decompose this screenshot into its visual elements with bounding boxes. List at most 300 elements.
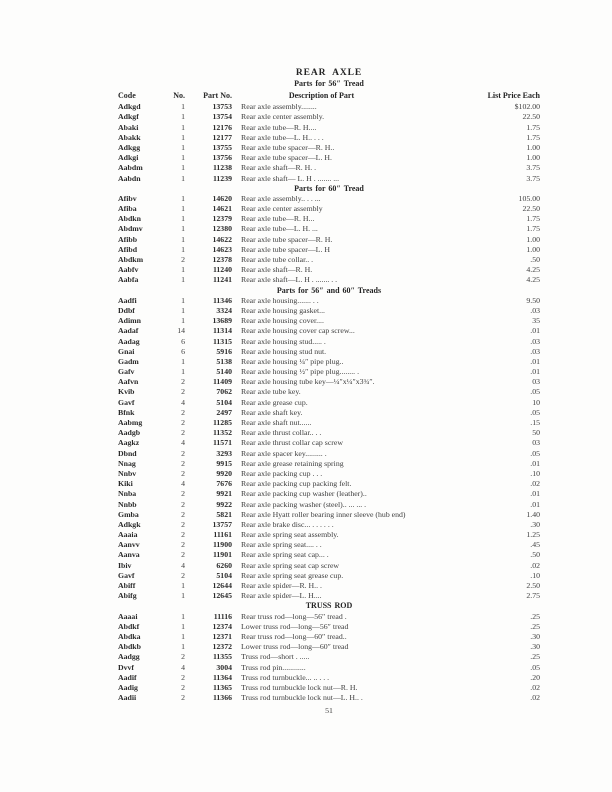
part-quantity: 2 xyxy=(181,682,185,692)
part-number: 5138 xyxy=(216,356,232,366)
part-code: Adkgf xyxy=(118,112,139,122)
part-description: Rear axle thrust collar.. . . xyxy=(241,428,322,438)
part-price: 2.50 xyxy=(526,581,540,590)
part-quantity: 1 xyxy=(181,132,185,142)
part-code: Kvib xyxy=(118,387,135,397)
part-number: 12378 xyxy=(212,255,232,264)
part-code: Aadfi xyxy=(118,295,137,305)
part-description: Rear axle center assembly. xyxy=(241,112,325,122)
part-quantity: 1 xyxy=(181,275,185,285)
part-quantity: 4 xyxy=(181,662,185,672)
part-quantity: 1 xyxy=(181,224,185,234)
part-description: Truss rod turnbuckle... .. . . . xyxy=(241,672,330,682)
part-description: Rear axle shaft— L. H . ....... ... xyxy=(241,173,340,183)
part-number: 12380 xyxy=(212,224,232,234)
part-code: Adimn xyxy=(118,316,141,326)
part-code: Adkgg xyxy=(118,142,141,152)
part-price: 1.75 xyxy=(526,214,540,224)
part-quantity: 2 xyxy=(181,448,185,458)
part-number: 2497 xyxy=(216,407,232,417)
part-description: Rear axle center assembly xyxy=(241,204,323,214)
part-number: 14622 xyxy=(212,234,232,244)
part-description: Rear axle tube—R. H.... xyxy=(241,122,317,132)
part-description: Rear axle packing cup . . . xyxy=(241,468,323,478)
part-description: Rear truss rod—long—60″ tread.. xyxy=(241,631,347,641)
part-quantity: 1 xyxy=(181,591,185,601)
part-description: Rear axle shaft—R. H. xyxy=(241,265,313,275)
part-price: 1.75 xyxy=(526,122,540,132)
part-price: .03 xyxy=(530,346,540,356)
parts-table xyxy=(118,79,540,703)
part-price: .25 xyxy=(530,611,540,621)
part-number: 11366 xyxy=(212,693,232,703)
part-price: .30 xyxy=(530,642,540,652)
part-number: 13756 xyxy=(212,153,232,163)
part-description: Rear axle assembly........ xyxy=(241,102,317,112)
part-code: Abdkn xyxy=(118,214,141,224)
part-code: Gafv xyxy=(118,367,135,377)
part-price: 1.40 xyxy=(526,509,540,519)
part-row xyxy=(118,479,540,489)
part-row xyxy=(118,673,540,683)
part-price: .25 xyxy=(530,621,540,631)
part-quantity: 1 xyxy=(181,204,185,214)
part-description: Rear axle tube key. xyxy=(241,387,301,397)
part-price: .01 xyxy=(530,458,540,468)
part-number: 3293 xyxy=(216,448,232,458)
part-number: 12371 xyxy=(212,631,232,641)
part-description: Rear axle tube—L. H.. . . . xyxy=(241,132,324,142)
part-description: Lower truss rod—long—56″ tread xyxy=(241,621,349,631)
part-price: 9.50 xyxy=(526,295,540,305)
part-price: .02 xyxy=(530,682,540,692)
part-price: .02 xyxy=(530,693,540,703)
part-price: 1.00 xyxy=(526,153,540,163)
part-quantity: 2 xyxy=(181,499,185,509)
part-description: Rear axle spring seat cap screw xyxy=(241,560,340,570)
part-quantity: 2 xyxy=(181,377,185,387)
part-code: Afibv xyxy=(118,193,137,203)
part-row xyxy=(118,316,540,326)
part-number: 11241 xyxy=(212,275,232,285)
part-price: 03 xyxy=(532,377,540,387)
part-number: 11346 xyxy=(212,295,232,305)
part-description: Rear axle housing gasket... xyxy=(241,305,326,315)
part-number: 7676 xyxy=(216,479,232,489)
part-code: Aadig xyxy=(118,682,138,692)
part-description: Rear axle housing tube key—¼″x¼″x3¾″. xyxy=(241,377,375,387)
part-quantity: 1 xyxy=(181,163,185,173)
part-number: 11409 xyxy=(212,377,232,387)
part-quantity: 1 xyxy=(181,642,185,652)
part-number: 12379 xyxy=(212,214,232,224)
part-description: Rear axle packing washer (steel).. ... ... . xyxy=(241,499,367,509)
part-code: Aadgb xyxy=(118,428,141,438)
part-description: Rear truss rod—long—56″ tread . xyxy=(241,611,347,621)
part-quantity: 2 xyxy=(181,428,185,438)
page-title: REAR AXLE xyxy=(295,68,363,78)
part-quantity: 2 xyxy=(181,509,185,519)
part-code: Nnag xyxy=(118,458,136,468)
part-code: Nnbb xyxy=(118,499,137,509)
part-description: Rear axle spring seat grease cup. xyxy=(241,570,344,580)
part-code: Adkgk xyxy=(118,519,141,529)
part-number: 11116 xyxy=(213,611,232,621)
section-heading: Parts for 56″ and 60″ Treads xyxy=(276,285,382,295)
part-row xyxy=(118,174,540,184)
part-price: 1.25 xyxy=(526,530,540,540)
part-code: Abdkf xyxy=(118,621,140,631)
part-row xyxy=(118,652,540,662)
part-quantity: 2 xyxy=(181,540,185,550)
part-row xyxy=(118,102,540,112)
part-code: Afibd xyxy=(118,244,138,254)
part-quantity: 1 xyxy=(181,153,185,163)
part-code: Gavf xyxy=(118,397,135,407)
part-quantity: 1 xyxy=(181,295,185,305)
part-row xyxy=(118,377,540,387)
part-price: 1.75 xyxy=(526,224,540,234)
part-number: 6260 xyxy=(216,560,232,570)
part-number: 11240 xyxy=(212,265,232,275)
part-row xyxy=(118,398,540,408)
part-row xyxy=(118,489,540,499)
part-number: 9920 xyxy=(216,468,232,478)
part-code: Adkgd xyxy=(118,102,141,112)
part-quantity: 1 xyxy=(181,142,185,152)
part-description: Rear axle housing cover.... xyxy=(241,316,324,326)
part-row xyxy=(118,245,540,255)
part-price: .01 xyxy=(530,326,540,336)
part-row xyxy=(118,143,540,153)
part-number: 9915 xyxy=(216,458,232,468)
part-row xyxy=(118,550,540,560)
part-price: 1.00 xyxy=(526,244,540,254)
part-price: .05 xyxy=(530,387,540,397)
part-quantity: 2 xyxy=(181,530,185,540)
part-number: 5140 xyxy=(216,367,232,377)
part-description: Rear axle housing ½″ pipe plug........ . xyxy=(241,367,360,377)
part-description: Rear axle housing....... . . xyxy=(241,295,319,305)
part-description: Rear axle shaft key. xyxy=(241,407,303,417)
part-row xyxy=(118,367,540,377)
part-row xyxy=(118,591,540,601)
part-description: Rear axle spring seat assembly. xyxy=(241,530,339,540)
part-code: Aadif xyxy=(118,672,137,682)
part-row xyxy=(118,224,540,234)
part-row xyxy=(118,428,540,438)
part-quantity: 1 xyxy=(181,316,185,326)
part-quantity: 2 xyxy=(181,489,185,499)
part-price: 50 xyxy=(532,428,540,438)
part-code: Dbnd xyxy=(118,448,137,458)
col-header-code: Code xyxy=(118,91,136,101)
part-code: Ibiv xyxy=(118,560,132,570)
part-row xyxy=(118,418,540,428)
part-price: .01 xyxy=(530,489,540,499)
part-code: Abakk xyxy=(118,132,141,142)
part-code: Aabdn xyxy=(118,173,141,183)
part-price: 10 xyxy=(532,397,540,407)
part-description: Rear axle spring seat cap... . xyxy=(241,550,329,560)
part-quantity: 1 xyxy=(181,356,185,366)
part-price: .01 xyxy=(530,356,540,366)
part-quantity: 2 xyxy=(181,693,185,703)
part-price: .03 xyxy=(530,336,540,346)
part-number: 13755 xyxy=(212,142,232,152)
part-quantity: 2 xyxy=(181,550,185,560)
part-row xyxy=(118,571,540,581)
part-description: Truss rod pin............ xyxy=(241,662,306,672)
part-quantity: 4 xyxy=(181,397,185,407)
part-description: Rear axle tube collar.. . xyxy=(241,255,314,264)
part-row xyxy=(118,693,540,703)
part-number: 13754 xyxy=(212,112,232,122)
part-description: Rear axle spider—L. H.... xyxy=(241,591,322,601)
part-quantity: 6 xyxy=(181,346,185,356)
part-quantity: 1 xyxy=(181,581,185,590)
part-price: 1.00 xyxy=(526,142,540,152)
part-row xyxy=(118,612,540,622)
part-code: Bfnk xyxy=(118,407,135,417)
part-code: Gnai xyxy=(118,346,135,356)
part-description: Truss rod turnbuckle lock nut—R. H. xyxy=(241,682,358,692)
part-code: Aabfv xyxy=(118,265,139,275)
parts-table-container xyxy=(118,68,540,703)
part-code: Abifg xyxy=(118,591,137,601)
part-number: 5104 xyxy=(216,397,232,407)
part-description: Rear axle tube spacer—L. H. xyxy=(241,153,332,163)
part-description: Rear axle housing cover cap screw... xyxy=(241,326,355,336)
part-code: Aaaai xyxy=(118,611,138,621)
part-price: .15 xyxy=(530,418,540,427)
part-quantity: 1 xyxy=(181,214,185,224)
part-description: Rear axle shaft nut...... xyxy=(241,418,312,427)
col-header-part-no: Part No. xyxy=(203,91,232,101)
part-price: 3.75 xyxy=(526,173,540,183)
part-price: .02 xyxy=(530,560,540,570)
part-quantity: 1 xyxy=(181,244,185,254)
part-row xyxy=(118,500,540,510)
part-description: Rear axle housing stud..... . xyxy=(241,336,326,346)
part-number: 11161 xyxy=(213,530,232,540)
part-number: 11355 xyxy=(212,652,232,662)
part-price: .05 xyxy=(530,448,540,458)
part-row xyxy=(118,265,540,275)
part-row xyxy=(118,459,540,469)
part-description: Rear axle spring seat.... . . xyxy=(241,540,322,550)
part-price: .50 xyxy=(530,550,540,560)
part-price: 03 xyxy=(532,438,540,448)
part-row xyxy=(118,520,540,530)
page-number: 51 xyxy=(325,706,333,715)
part-row xyxy=(118,296,540,306)
part-description: Rear axle housing stud nut. xyxy=(241,346,327,356)
part-number: 14621 xyxy=(212,204,232,214)
part-code: Aadii xyxy=(118,693,137,703)
part-price: .20 xyxy=(530,672,540,682)
part-number: 9921 xyxy=(216,489,232,499)
part-quantity: 2 xyxy=(181,387,185,397)
part-row xyxy=(118,357,540,367)
part-description: Rear axle tube spacer—R. H.. xyxy=(241,142,335,152)
section-heading: Parts for 56″ Tread xyxy=(294,79,364,88)
part-price: .45 xyxy=(530,540,540,550)
part-row xyxy=(118,449,540,459)
part-code: Aanvv xyxy=(118,540,140,550)
part-description: Rear axle packing cup washer (leather).. xyxy=(241,489,367,499)
part-price: .05 xyxy=(530,662,540,672)
part-description: Rear axle tube spacer—R. H. xyxy=(241,234,333,244)
col-header-no: No. xyxy=(173,91,185,101)
part-code: Abdmv xyxy=(118,224,143,234)
part-number: 12372 xyxy=(212,642,232,652)
part-quantity: 1 xyxy=(181,265,185,275)
part-code: Gavf xyxy=(118,570,135,580)
part-row xyxy=(118,530,540,540)
part-code: Aabfa xyxy=(118,275,139,285)
part-number: 13753 xyxy=(212,102,232,112)
part-row xyxy=(118,408,540,418)
part-quantity: 1 xyxy=(181,173,185,183)
part-row xyxy=(118,561,540,571)
part-quantity: 1 xyxy=(181,367,185,377)
part-price: .30 xyxy=(530,519,540,529)
part-quantity: 1 xyxy=(181,631,185,641)
part-number: 11314 xyxy=(212,326,232,336)
part-description: Rear axle packing cup packing felt. xyxy=(241,479,352,489)
part-code: Abiff xyxy=(118,581,136,590)
part-quantity: 2 xyxy=(181,570,185,580)
part-quantity: 1 xyxy=(181,193,185,203)
part-row xyxy=(118,163,540,173)
part-description: Truss rod—short . ..... xyxy=(241,652,310,662)
part-code: Gmba xyxy=(118,509,139,519)
part-description: Rear axle brake disc... . . . . . . xyxy=(241,519,334,529)
part-quantity: 6 xyxy=(181,336,185,346)
part-number: 14620 xyxy=(212,193,232,203)
part-row xyxy=(118,194,540,204)
part-description: Rear axle shaft—L. H . ....... . . xyxy=(241,275,338,285)
part-price: .01 xyxy=(530,367,540,377)
part-code: Aabdm xyxy=(118,163,143,173)
part-row xyxy=(118,622,540,632)
part-row xyxy=(118,581,540,591)
col-header-price: List Price Each xyxy=(487,91,540,101)
part-row xyxy=(118,438,540,448)
part-row xyxy=(118,204,540,214)
part-code: Abdka xyxy=(118,631,141,641)
part-description: Rear axle shaft—R. H. . xyxy=(241,163,317,173)
part-quantity: 4 xyxy=(181,479,185,489)
part-description: Rear axle spider—R. H.. . xyxy=(241,581,322,590)
part-description: Rear axle spacer key......... . xyxy=(241,448,327,458)
part-quantity: 4 xyxy=(181,560,185,570)
part-price: 1.00 xyxy=(526,234,540,244)
part-row xyxy=(118,255,540,265)
part-code: Ddbf xyxy=(118,305,135,315)
part-number: 12177 xyxy=(212,132,232,142)
part-number: 11239 xyxy=(212,173,232,183)
part-row xyxy=(118,632,540,642)
part-description: Lower truss rod—long—60″ tread xyxy=(241,642,349,652)
part-price: .50 xyxy=(530,255,540,264)
part-price: 2.75 xyxy=(526,591,540,601)
part-price: 1.75 xyxy=(526,132,540,142)
part-quantity: 2 xyxy=(181,418,185,427)
part-code: Afiba xyxy=(118,204,137,214)
part-quantity: 1 xyxy=(181,621,185,631)
part-description: Rear axle tube—L. H. ... xyxy=(241,224,318,234)
part-quantity: 2 xyxy=(181,468,185,478)
part-price: 22.50 xyxy=(522,112,540,122)
part-description: Rear axle assembly.. . . ... xyxy=(241,193,321,203)
part-number: 11571 xyxy=(212,438,232,448)
part-code: Nnba xyxy=(118,489,137,499)
part-number: 12374 xyxy=(212,621,232,631)
part-row xyxy=(118,153,540,163)
part-price: .05 xyxy=(530,407,540,417)
part-quantity: 1 xyxy=(181,611,185,621)
part-number: 14623 xyxy=(212,244,232,254)
part-code: Aaaia xyxy=(118,530,138,540)
part-row xyxy=(118,387,540,397)
part-code: Dvvf xyxy=(118,662,135,672)
part-number: 5104 xyxy=(216,570,232,580)
part-description: Rear axle Hyatt roller bearing inner sleeve (hub end) xyxy=(241,509,406,519)
part-price: .10 xyxy=(530,468,540,478)
part-code: Aadgg xyxy=(118,652,140,662)
part-quantity: 4 xyxy=(181,438,185,448)
part-row xyxy=(118,347,540,357)
part-description: Rear axle tube spacer—L. H xyxy=(241,244,330,254)
part-code: Aabmg xyxy=(118,418,143,427)
part-price: 4.25 xyxy=(526,265,540,275)
part-price: 22.50 xyxy=(522,204,540,214)
part-code: Abaki xyxy=(118,122,139,132)
part-quantity: 2 xyxy=(181,519,185,529)
section-heading: Parts for 60″ Tread xyxy=(294,183,364,193)
part-quantity: 14 xyxy=(177,326,185,336)
part-row xyxy=(118,469,540,479)
col-header-description: Description of Part xyxy=(288,91,355,101)
part-quantity: 1 xyxy=(181,234,185,244)
part-number: 12176 xyxy=(212,122,232,132)
part-price: .03 xyxy=(530,305,540,315)
part-number: 11900 xyxy=(212,540,232,550)
part-quantity: 1 xyxy=(181,112,185,122)
part-row xyxy=(118,214,540,224)
part-price: 4.25 xyxy=(526,275,540,285)
part-description: Truss rod turnbuckle lock nut—L. H.. . xyxy=(241,693,363,703)
part-price: 105.00 xyxy=(518,193,540,203)
part-number: 12645 xyxy=(212,591,232,601)
part-row xyxy=(118,510,540,520)
part-description: Rear axle tube—R. H... xyxy=(241,214,315,224)
part-code: Adkgi xyxy=(118,153,139,163)
part-price: .02 xyxy=(530,479,540,489)
part-code: Abdkb xyxy=(118,642,141,652)
part-number: 11238 xyxy=(212,163,232,173)
part-price: .01 xyxy=(530,499,540,509)
part-number: 7062 xyxy=(216,387,232,397)
part-quantity: 2 xyxy=(181,652,185,662)
part-price: .10 xyxy=(530,570,540,580)
part-row xyxy=(118,123,540,133)
part-number: 13689 xyxy=(212,316,232,326)
part-quantity: 1 xyxy=(181,305,185,315)
part-number: 3324 xyxy=(216,305,232,315)
